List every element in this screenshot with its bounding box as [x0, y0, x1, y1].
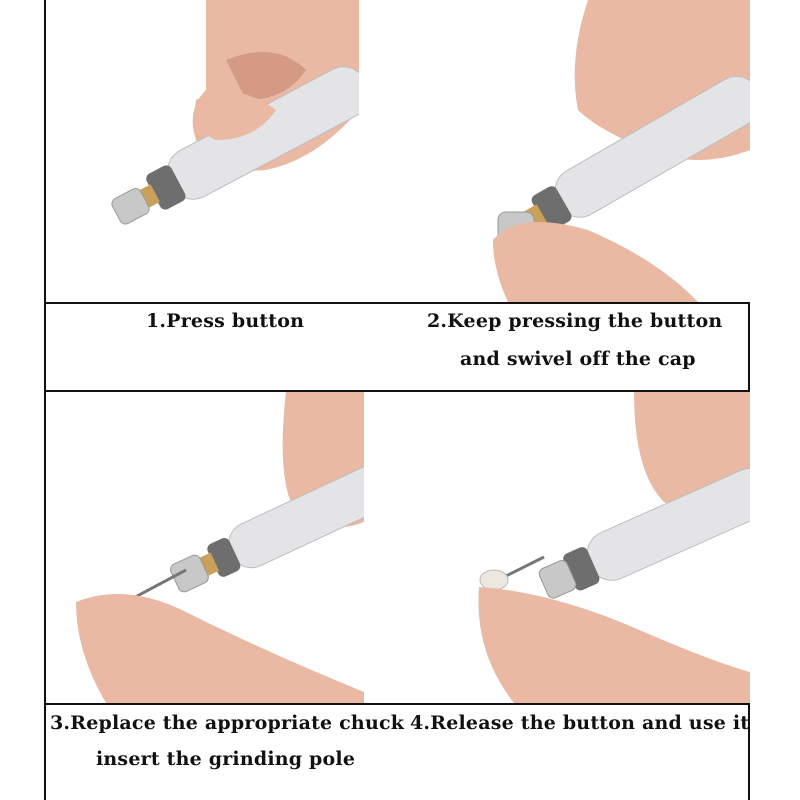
step-2-photo: [398, 0, 750, 302]
divider-top-1: [44, 302, 750, 304]
step-2-caption-line-2: and swivel off the cap: [460, 348, 696, 370]
step-3-caption-line-2: insert the grinding pole: [96, 748, 356, 770]
step-2-illustration: [398, 0, 750, 302]
step-1-caption-line-1: 1.Press button: [146, 310, 305, 332]
step-2-caption-line-1: 2.Keep pressing the button: [427, 310, 723, 332]
step-4-illustration: [394, 392, 750, 703]
divider-bottom-1: [44, 703, 750, 705]
step-4-caption-line-1: 4.Release the button and use it: [410, 712, 750, 734]
step-1-photo: [46, 0, 359, 302]
step-3-caption-line-1: 3.Replace the appropriate chuck: [50, 712, 405, 734]
step-3-photo: [46, 392, 364, 703]
step-1-illustration: [46, 0, 359, 302]
step-3-illustration: [46, 392, 364, 703]
step-4-photo: [394, 392, 750, 703]
